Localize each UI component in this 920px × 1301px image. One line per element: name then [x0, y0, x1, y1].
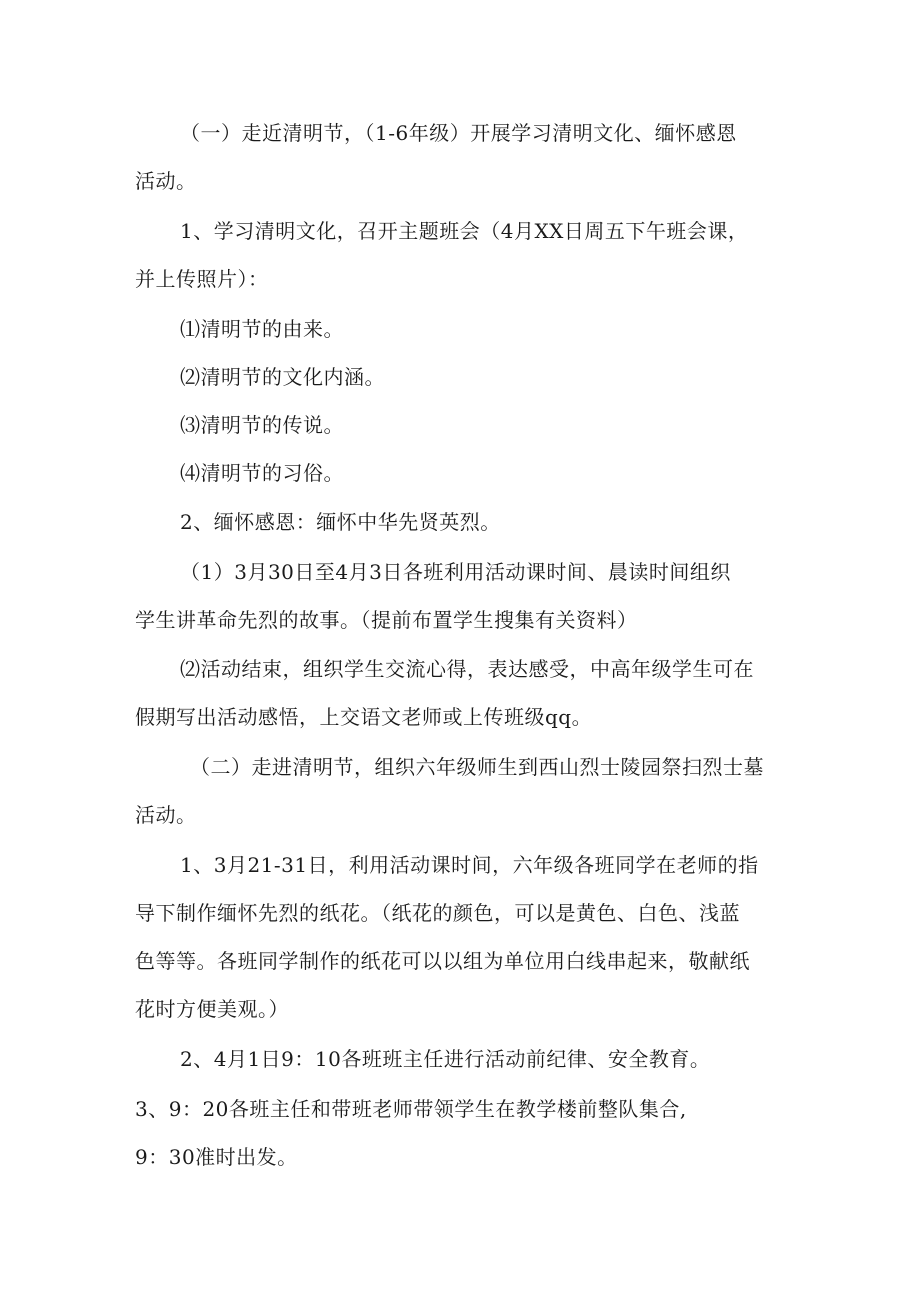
list-item: ⑵清明节的文化内涵。 [180, 365, 385, 389]
item-heading-1-1: 1、学习清明文化，召开主题班会（4月XX日周五下午班会课， [180, 219, 749, 243]
paragraph-line: 活动。 [135, 803, 197, 827]
item-heading-2-1: 1、3月21-31日，利用活动课时间，六年级各班同学在老师的指 [180, 853, 759, 877]
list-item: （1）3月30日至4月3日各班利用活动课时间、晨读时间组织 [180, 560, 731, 584]
section-heading-2: （二）走进清明节，组织六年级师生到西山烈士陵园祭扫烈士墓 [190, 755, 764, 779]
paragraph-line: 学生讲革命先烈的故事。（提前布置学生搜集有关资料） [135, 608, 638, 632]
list-item: ⑷清明节的习俗。 [180, 461, 344, 485]
section-heading-1: （一）走近清明节，（1-6年级）开展学习清明文化、缅怀感恩 [180, 121, 737, 145]
paragraph-line: 9：30准时出发。 [135, 1145, 298, 1169]
paragraph-line: 并上传照片）： [135, 267, 269, 291]
paragraph-line: 活动。 [135, 169, 197, 193]
paragraph-line: 色等等。各班同学制作的纸花可以以组为单位用白线串起来，敬献纸 [135, 949, 750, 973]
item-heading-2-3: 3、9：20各班主任和带班老师带领学生在教学楼前整队集合, [135, 1097, 687, 1121]
list-item: ⑶清明节的传说。 [180, 413, 344, 437]
paragraph-line: 假期写出活动感悟，上交语文老师或上传班级qq。 [135, 705, 593, 729]
paragraph-line: 导下制作缅怀先烈的纸花。（纸花的颜色，可以是黄色、白色、浅蓝 [135, 901, 740, 925]
list-item: ⑴清明节的由来。 [180, 317, 344, 341]
list-item: ⑵活动结束，组织学生交流心得，表达感受，中高年级学生可在 [180, 657, 754, 681]
item-heading-2-2: 2、4月1日9：10各班班主任进行活动前纪律、安全教育。 [180, 1047, 711, 1071]
item-heading-1-2: 2、缅怀感恩：缅怀中华先贤英烈。 [180, 510, 501, 534]
paragraph-line: 花时方便美观。） [135, 997, 289, 1021]
